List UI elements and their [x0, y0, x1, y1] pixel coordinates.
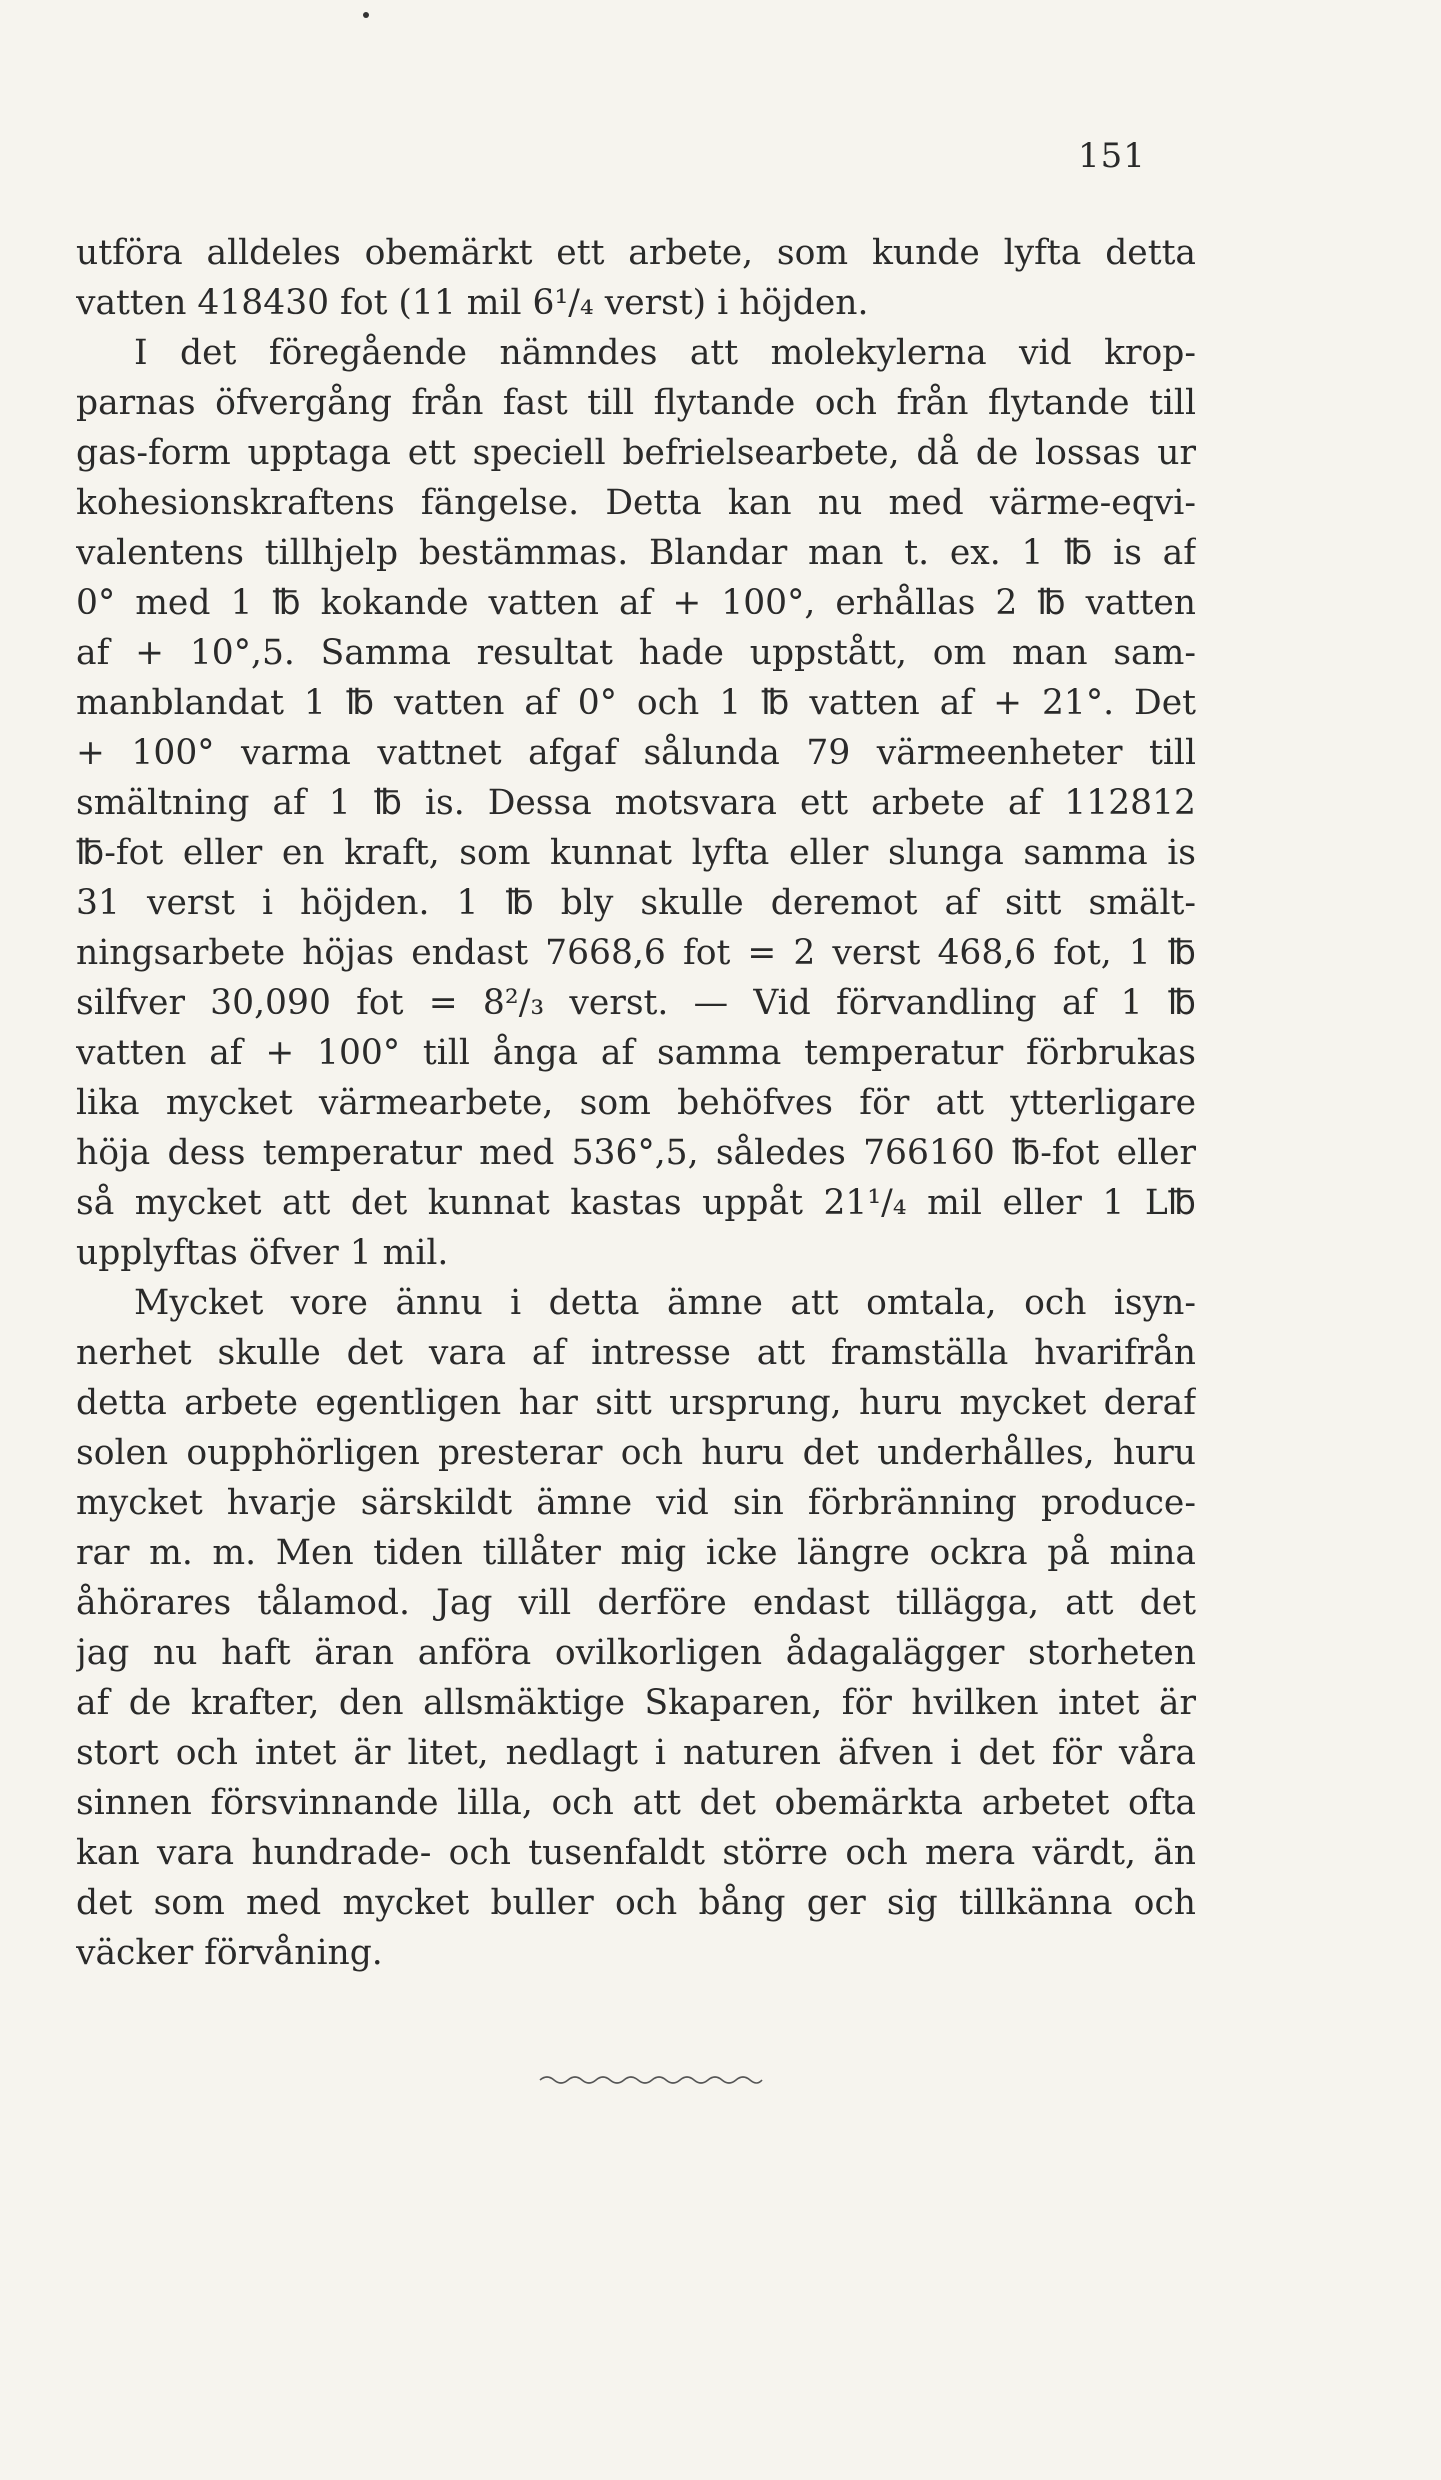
text-line: af de krafter, den allsmäktige Skaparen, för hvilken intet är: [76, 1683, 1196, 1723]
text-line: höja dess temperatur med 536°,5, således 766160 ℔-fot eller: [76, 1133, 1196, 1173]
text-line: stort och intet är litet, nedlagt i naturen äfven i det för våra: [76, 1733, 1196, 1773]
body-text: [76, 228, 1196, 1978]
text-line: manblandat 1 ℔ vatten af 0° och 1 ℔ vatten af + 21°. Det: [76, 683, 1196, 723]
text-line: parnas öfvergång från fast till flytande och från flytande till: [76, 383, 1196, 423]
text-line: jag nu haft äran anföra ovilkorligen ådagalägger storheten: [76, 1633, 1196, 1673]
text-line: detta arbete egentligen har sitt ursprung, huru mycket deraf: [76, 1383, 1196, 1423]
text-line: kan vara hundrade- och tusenfaldt större och mera värdt, än: [76, 1833, 1196, 1873]
text-line: smältning af 1 ℔ is. Dessa motsvara ett arbete af 112812: [76, 783, 1196, 823]
text-line: gas-form upptaga ett speciell befrielsearbete, då de lossas ur: [76, 433, 1196, 473]
text-line: nerhet skulle det vara af intresse att framställa hvarifrån: [76, 1333, 1196, 1373]
text-line: lika mycket värmearbete, som behöfves för att ytterligare: [76, 1083, 1196, 1123]
text-line: 0° med 1 ℔ kokande vatten af + 100°, erhållas 2 ℔ vatten: [76, 583, 1196, 623]
text-line: Mycket vore ännu i detta ämne att omtala, och isyn-: [134, 1283, 1196, 1323]
text-line: så mycket att det kunnat kastas uppåt 21¹/₄ mil eller 1 L℔: [76, 1183, 1196, 1223]
text-line: utföra alldeles obemärkt ett arbete, som kunde lyfta detta: [76, 233, 1196, 273]
text-line: ℔-fot eller en kraft, som kunnat lyfta eller slunga samma is: [76, 833, 1196, 873]
text-line: vatten 418430 fot (11 mil 6¹/₄ verst) i höjden.: [76, 283, 869, 323]
text-line: + 100° varma vattnet afgaf sålunda 79 värmeenheter till: [76, 733, 1196, 773]
text-line: af + 10°,5. Samma resultat hade uppstått, om man sam-: [76, 633, 1196, 673]
text-line: det som med mycket buller och bång ger sig tillkänna och: [76, 1883, 1196, 1923]
text-line: solen oupphörligen presterar och huru det underhålles, huru: [76, 1433, 1196, 1473]
text-line: kohesionskraftens fängelse. Detta kan nu med värme-eqvi-: [76, 483, 1196, 523]
text-line: silfver 30,090 fot = 8²/₃ verst. — Vid förvandling af 1 ℔: [76, 983, 1196, 1023]
text-line: upplyftas öfver 1 mil.: [76, 1233, 449, 1273]
ink-speck: [363, 12, 369, 18]
end-ornament-icon: [538, 2072, 764, 2088]
text-line: vatten af + 100° till ånga af samma temperatur förbrukas: [76, 1033, 1196, 1073]
text-line: åhörares tålamod. Jag vill derföre endast tillägga, att det: [76, 1583, 1196, 1623]
text-line: sinnen försvinnande lilla, och att det obemärkta arbetet ofta: [76, 1783, 1196, 1823]
page-number: 151: [1078, 136, 1146, 176]
text-line: I det föregående nämndes att molekylerna vid krop-: [134, 333, 1196, 373]
text-line: 31 verst i höjden. 1 ℔ bly skulle deremot af sitt smält-: [76, 883, 1196, 923]
text-line: mycket hvarje särskildt ämne vid sin förbränning produce-: [76, 1483, 1196, 1523]
text-line: ningsarbete höjas endast 7668,6 fot = 2 verst 468,6 fot, 1 ℔: [76, 933, 1196, 973]
text-line: valentens tillhjelp bestämmas. Blandar man t. ex. 1 ℔ is af: [76, 533, 1196, 573]
text-line: väcker förvåning.: [76, 1933, 383, 1973]
text-line: rar m. m. Men tiden tillåter mig icke längre ockra på mina: [76, 1533, 1196, 1573]
